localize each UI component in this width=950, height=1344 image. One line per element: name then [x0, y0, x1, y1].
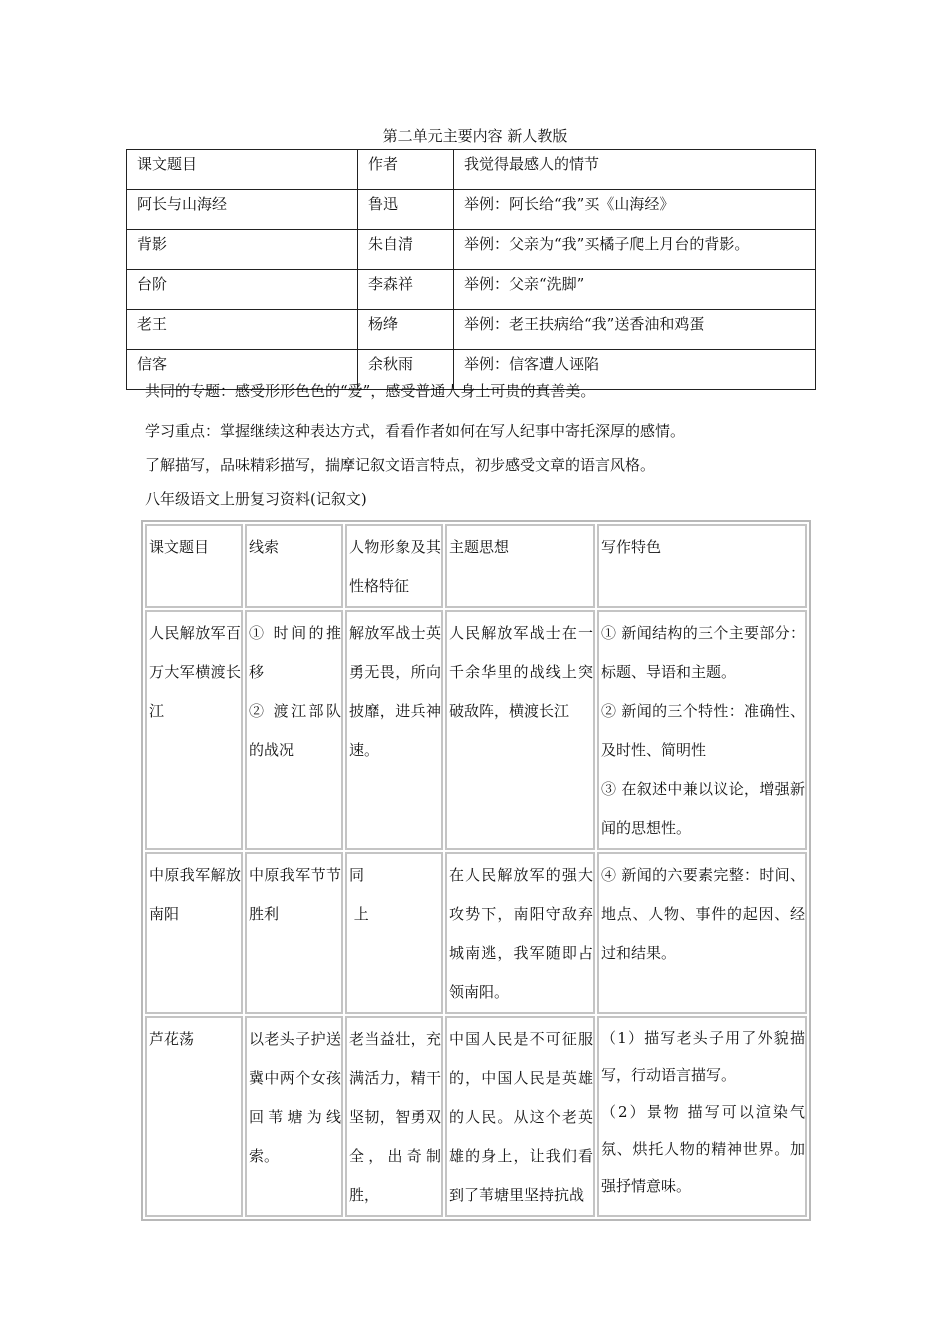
table-row [145, 610, 807, 850]
table-row [127, 190, 816, 230]
author-cell: 李森祥 [358, 270, 454, 310]
lesson-title-cell: 中原我军解放南阳 [145, 852, 243, 1014]
plot-cell: 举例：信客遭人诬陷 [454, 350, 816, 390]
clue-cell: 以老头子护送冀中两个女孩回苇塘为线索。 [245, 1016, 343, 1217]
lesson-title-cell: 老王 [127, 310, 358, 350]
page-title: 第二单元主要内容 新人教版 [382, 127, 568, 145]
header-cell: 课文题目 [127, 150, 358, 190]
table-header-row [127, 150, 816, 190]
header-cell: 作者 [358, 150, 454, 190]
author-cell: 鲁迅 [358, 190, 454, 230]
clue-cell: 中原我军节节胜利 [245, 852, 343, 1014]
header-cell: 主题思想 [445, 524, 595, 608]
table-row [145, 852, 807, 1014]
lesson-title-cell: 台阶 [127, 270, 358, 310]
header-cell: 线索 [245, 524, 343, 608]
section-heading: 八年级语文上册复习资料(记叙文) [145, 490, 367, 508]
theme-cell: 人民解放军战士在一千余华里的战线上突破敌阵，横渡长江 [445, 610, 595, 850]
lesson-title-cell: 人民解放军百万大军横渡长江 [145, 610, 243, 850]
table-row [127, 270, 816, 310]
character-cell: 同 上 [345, 852, 443, 1014]
theme-cell: 中国人民是不可征服的，中国人民是英雄的人民。从这个老英雄的身上，让我们看到了苇塘里坚持抗战 [445, 1016, 595, 1217]
plot-cell: 举例：老王扶病给“我”送香油和鸡蛋 [454, 310, 816, 350]
header-cell: 我觉得最感人的情节 [454, 150, 816, 190]
lesson-title-cell: 背影 [127, 230, 358, 270]
author-cell: 余秋雨 [358, 350, 454, 390]
theme-cell: 在人民解放军的强大攻势下，南阳守敌弃城南逃，我军随即占领南阳。 [445, 852, 595, 1014]
features-cell: ① 新闻结构的三个主要部分：标题、导语和主题。 ② 新闻的三个特性：准确性、及时性、简明性 ③ 在叙述中兼以议论，增强新闻的思想性。 [597, 610, 807, 850]
author-cell: 朱自清 [358, 230, 454, 270]
table-row [145, 1016, 807, 1217]
header-cell: 写作特色 [597, 524, 807, 608]
header-cell: 课文题目 [145, 524, 243, 608]
plot-cell: 举例：父亲为“我”买橘子爬上月台的背影。 [454, 230, 816, 270]
table-row [127, 230, 816, 270]
lesson-title-cell: 阿长与山海经 [127, 190, 358, 230]
table-row [127, 310, 816, 350]
clue-cell: ① 时间的推移 ② 渡江部队的战况 [245, 610, 343, 850]
header-cell: 人物形象及其性格特征 [345, 524, 443, 608]
features-cell: （1）描写老头子用了外貌描写，行动语言描写。 （2）景物 描写可以渲染气氛、烘托人物的精神世界。加强抒情意味。 [597, 1016, 807, 1217]
learning-focus-text: 学习重点：掌握继续这种表达方式，看看作者如何在写人纪事中寄托深厚的感情。 [145, 422, 686, 440]
narrative-review-table [141, 520, 811, 1221]
character-cell: 解放军战士英勇无畏，所向披靡，进兵神速。 [345, 610, 443, 850]
common-theme-text: 共同的专题：感受形形色色的“爱”，感受普通人身上可贵的真善美。 [145, 382, 596, 400]
lesson-title-cell: 芦花荡 [145, 1016, 243, 1217]
features-cell: ④ 新闻的六要素完整：时间、地点、人物、事件的起因、经过和结果。 [597, 852, 807, 1014]
plot-cell: 举例：父亲“洗脚” [454, 270, 816, 310]
unit-content-table [126, 149, 816, 390]
author-cell: 杨绛 [358, 310, 454, 350]
description-text: 了解描写，品味精彩描写，揣摩记叙文语言特点，初步感受文章的语言风格。 [145, 456, 656, 474]
character-cell: 老当益壮，充满活力，精干坚韧，智勇双全，出奇制胜， [345, 1016, 443, 1217]
table-header-row [145, 524, 807, 608]
plot-cell: 举例：阿长给“我”买《山海经》 [454, 190, 816, 230]
lesson-title-cell: 信客 [127, 350, 358, 390]
